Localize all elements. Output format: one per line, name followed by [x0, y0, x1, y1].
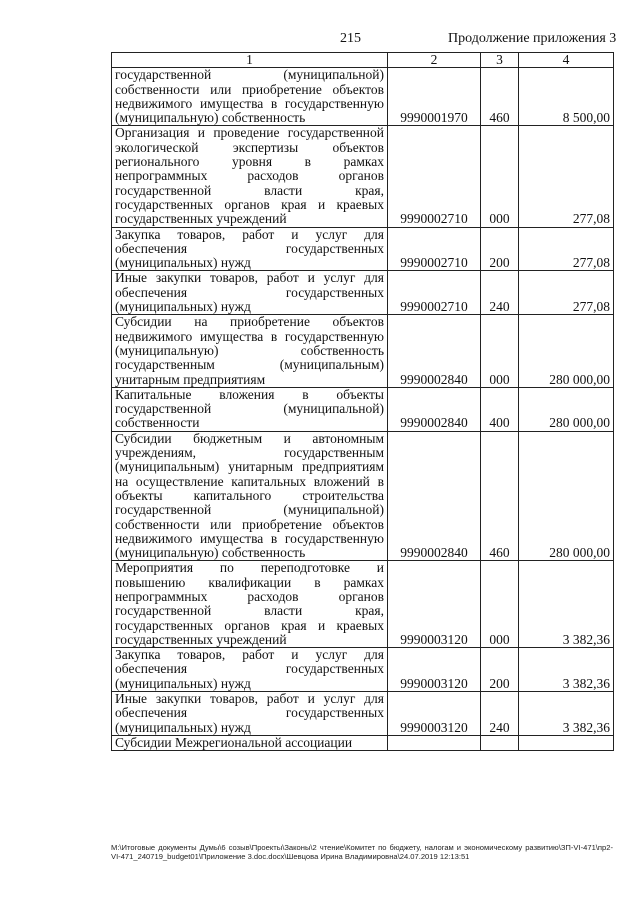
row-amount: 277,08	[519, 271, 614, 315]
row-code: 9990001970	[388, 68, 481, 126]
row-name: государственной (муниципальной) собственности или приобретение объектов недвижимого имущества в государственную (муниципальную) собственность	[112, 68, 388, 126]
row-code: 9990002840	[388, 315, 481, 387]
row-kind: 000	[481, 126, 519, 227]
row-name: Иные закупки товаров, работ и услуг для обеспечения государственных (муниципальных) нужд	[112, 692, 388, 736]
table-row	[112, 227, 614, 271]
column-header-2: 2	[388, 53, 481, 68]
row-name: Субсидии Межрегиональной ассоциации	[112, 735, 388, 750]
row-kind: 240	[481, 692, 519, 736]
row-kind: 200	[481, 227, 519, 271]
table-row	[112, 431, 614, 561]
row-code	[388, 735, 481, 750]
row-kind: 000	[481, 561, 519, 648]
row-kind	[481, 735, 519, 750]
row-name: Мероприятия по переподготовке и повышению квалификации в рамках непрограммных расходов органов государственной власти края, государственных органов края и краевых государственных учреждений	[112, 561, 388, 648]
column-header-3: 3	[481, 53, 519, 68]
table-row	[112, 692, 614, 736]
column-header-1: 1	[112, 53, 388, 68]
row-code: 9990003120	[388, 648, 481, 692]
table-header-row	[112, 53, 614, 68]
row-code: 9990002710	[388, 227, 481, 271]
row-amount: 3 382,36	[519, 648, 614, 692]
table-row	[112, 271, 614, 315]
row-amount	[519, 735, 614, 750]
row-amount: 280 000,00	[519, 315, 614, 387]
table-row	[112, 561, 614, 648]
budget-table	[111, 52, 614, 751]
row-kind: 400	[481, 387, 519, 431]
row-amount: 3 382,36	[519, 692, 614, 736]
row-code: 9990002710	[388, 126, 481, 227]
row-name: Субсидии бюджетным и автономным учреждениям, государственным (муниципальным) унитарным предприятиям на осуществление капитальных вложений в объекты капитального строительства государственной (муниципальной) собственности или приобретение объектов недвижимого имущества в государственную (муниципальную) собственность	[112, 431, 388, 561]
row-code: 9990002710	[388, 271, 481, 315]
row-code: 9990003120	[388, 692, 481, 736]
table-row	[112, 648, 614, 692]
row-name: Иные закупки товаров, работ и услуг для обеспечения государственных (муниципальных) нужд	[112, 271, 388, 315]
table-row	[112, 126, 614, 227]
continuation-label: Продолжение приложения 3	[448, 31, 617, 46]
row-kind: 200	[481, 648, 519, 692]
row-amount: 277,08	[519, 126, 614, 227]
row-kind: 000	[481, 315, 519, 387]
table-row	[112, 315, 614, 387]
column-header-4: 4	[519, 53, 614, 68]
row-name: Закупка товаров, работ и услуг для обеспечения государственных (муниципальных) нужд	[112, 648, 388, 692]
table-row	[112, 735, 614, 750]
table-row	[112, 68, 614, 126]
page-number: 215	[340, 31, 361, 46]
row-amount: 280 000,00	[519, 387, 614, 431]
row-kind: 240	[481, 271, 519, 315]
row-amount: 277,08	[519, 227, 614, 271]
row-name: Закупка товаров, работ и услуг для обеспечения государственных (муниципальных) нужд	[112, 227, 388, 271]
row-amount: 3 382,36	[519, 561, 614, 648]
row-name: Субсидии на приобретение объектов недвижимого имущества в государственную (муниципальную) собственность государственным (муниципальным) унитарным предприятиям	[112, 315, 388, 387]
table-row	[112, 387, 614, 431]
row-amount: 8 500,00	[519, 68, 614, 126]
row-name: Организация и проведение государственной экологической экспертизы объектов регионального уровня в рамках непрограммных расходов органов государственной власти края, государственных органов края и краевых государственных учреждений	[112, 126, 388, 227]
document-path-footer: M:\Итоговые документы Думы\6 созыв\Проекты\Законы\2 чтение\Комитет по бюджету, налогам и экономическому развитию\ЗП-VI-471\пр2-VI-471_240719_budget01\Приложение 3.doc.docx\Шевцова Ирина Владимировна\24.07.2019 12:13:51	[111, 843, 613, 861]
row-kind: 460	[481, 68, 519, 126]
row-code: 9990002840	[388, 431, 481, 561]
row-name: Капитальные вложения в объекты государственной (муниципальной) собственности	[112, 387, 388, 431]
row-amount: 280 000,00	[519, 431, 614, 561]
row-kind: 460	[481, 431, 519, 561]
row-code: 9990003120	[388, 561, 481, 648]
row-code: 9990002840	[388, 387, 481, 431]
